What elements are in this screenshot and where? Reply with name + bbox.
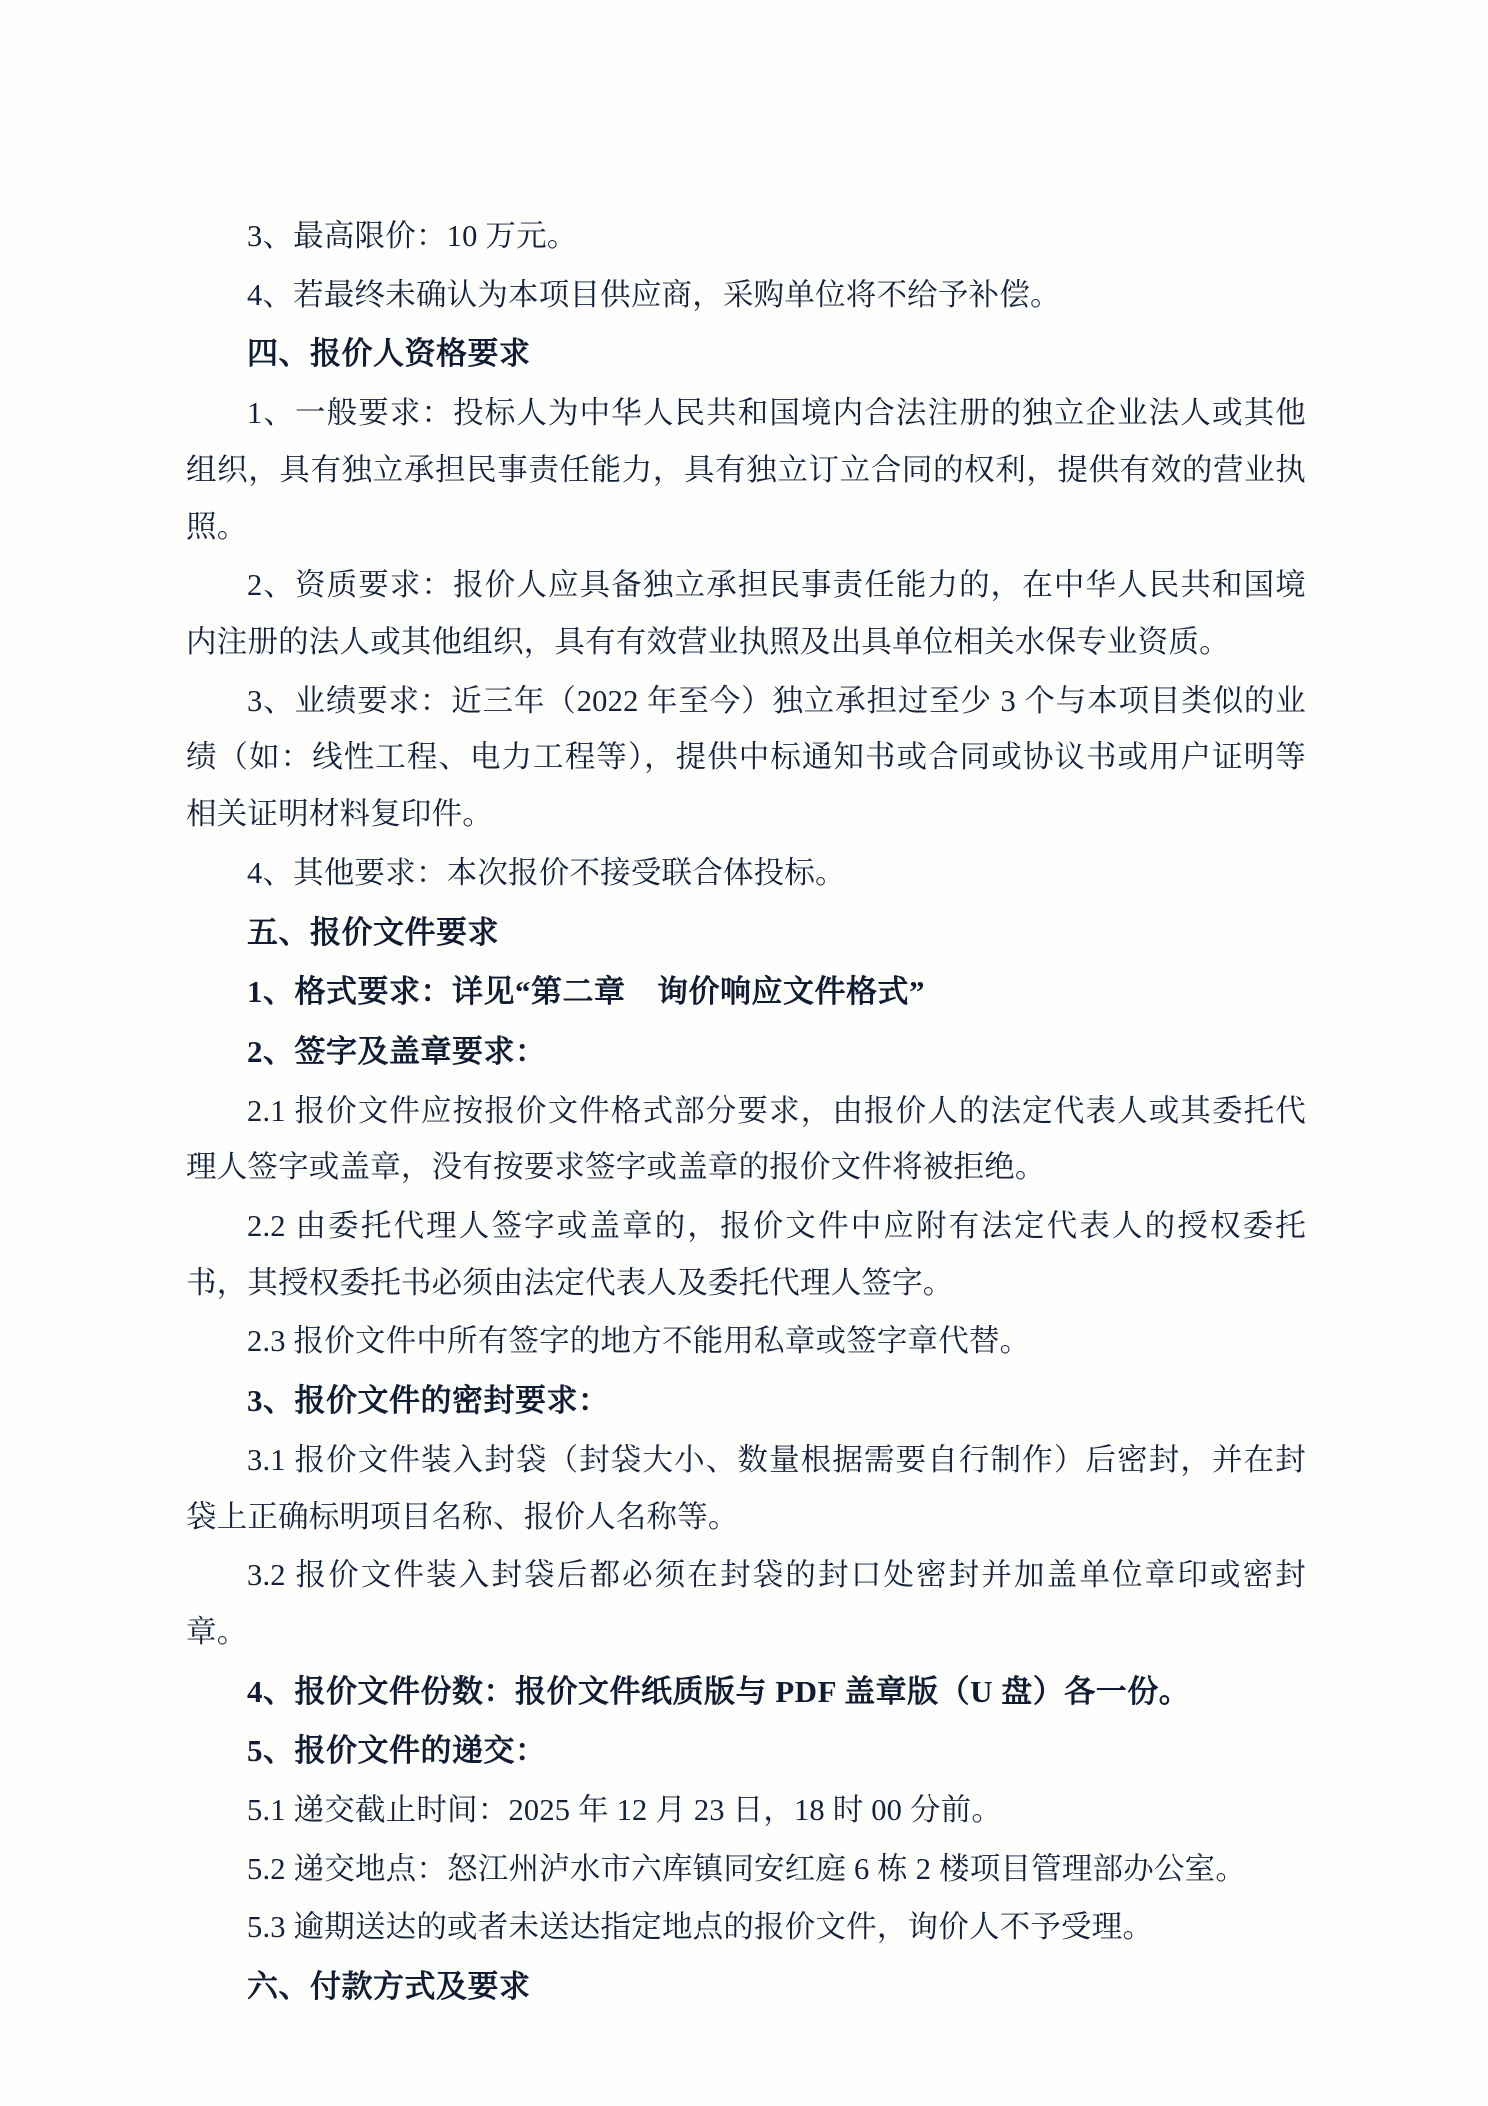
heading-submission-requirement: 5、报价文件的递交： (247, 1733, 547, 1769)
heading-section-five: 五、报价文件要求 (247, 914, 499, 950)
paragraph-5-3-late: 5.3 逾期送达的或者未送达指定地点的报价文件，询价人不予受理。 (247, 1910, 1154, 1945)
paragraph-3-2: 3.2 报价文件装入封袋后都必须在封袋的封口处密封并加盖单位章印或密封章。 (186, 1558, 1306, 1649)
paragraph-2-2: 2.2 由委托代理人签字或盖章的，报价文件中应附有法定代表人的授权委托书，其授权委托书必须由法定代表人及委托代理人签字。 (186, 1208, 1306, 1300)
heading-signature-seal-requirement: 2、签字及盖章要求： (247, 1033, 547, 1069)
paragraph-2-3: 2.3 报价文件中所有签字的地方不能用私章或签字章代替。 (247, 1324, 1031, 1359)
paragraph-max-price: 3、最高限价：10 万元。 (247, 219, 578, 253)
paragraph-5-1-deadline: 5.1 递交截止时间：2025 年 12 月 23 日，18 时 00 分前。 (247, 1792, 1003, 1827)
paragraph-copies-requirement: 4、报价文件份数：报价文件纸质版与 PDF 盖章版（U 盘）各一份。 (247, 1673, 1191, 1709)
paragraph-5-2-location: 5.2 递交地点：怒江州泸水市六库镇同安红庭 6 栋 2 楼项目管理部办公室。 (247, 1851, 1247, 1886)
paragraph-no-compensation: 4、若最终未确认为本项目供应商，采购单位将不给予补偿。 (247, 277, 1061, 312)
paragraph-3-1: 3.1 报价文件装入封袋（封袋大小、数量根据需要自行制作）后密封，并在封袋上正确标明项目名称、报价人名称等。 (186, 1442, 1306, 1534)
paragraph-format-requirement: 1、格式要求：详见“第二章 询价响应文件格式” (247, 974, 925, 1010)
heading-sealing-requirement: 3、报价文件的密封要求： (247, 1383, 610, 1419)
paragraph-2-1: 2.1 报价文件应按报价文件格式部分要求，由报价人的法定代表人或其委托代理人签字或盖章，没有按要求签字或盖章的报价文件将被拒绝。 (186, 1093, 1306, 1185)
paragraph-performance-requirement: 3、业绩要求：近三年（2022 年至今）独立承担过至少 3 个与本项目类似的业绩（如：线性工程、电力工程等），提供中标通知书或合同或协议书或用户证明等相关证明材料复印件。 (186, 683, 1306, 832)
paragraph-other-requirement: 4、其他要求：本次报价不接受联合体投标。 (247, 855, 846, 890)
heading-section-six: 六、付款方式及要求 (247, 1969, 531, 2005)
paragraph-general-requirement: 1、一般要求：投标人为中华人民共和国境内合法注册的独立企业法人或其他组织，具有独立承担民事责任能力，具有独立订立合同的权利，提供有效的营业执照。 (186, 396, 1306, 544)
paragraph-qualification-requirement: 2、资质要求：报价人应具备独立承担民事责任能力的，在中华人民共和国境内注册的法人或其他组织，具有有效营业执照及出具单位相关水保专业资质。 (186, 568, 1306, 659)
document-body (186, 208, 1306, 2018)
heading-section-four: 四、报价人资格要求 (247, 336, 531, 372)
